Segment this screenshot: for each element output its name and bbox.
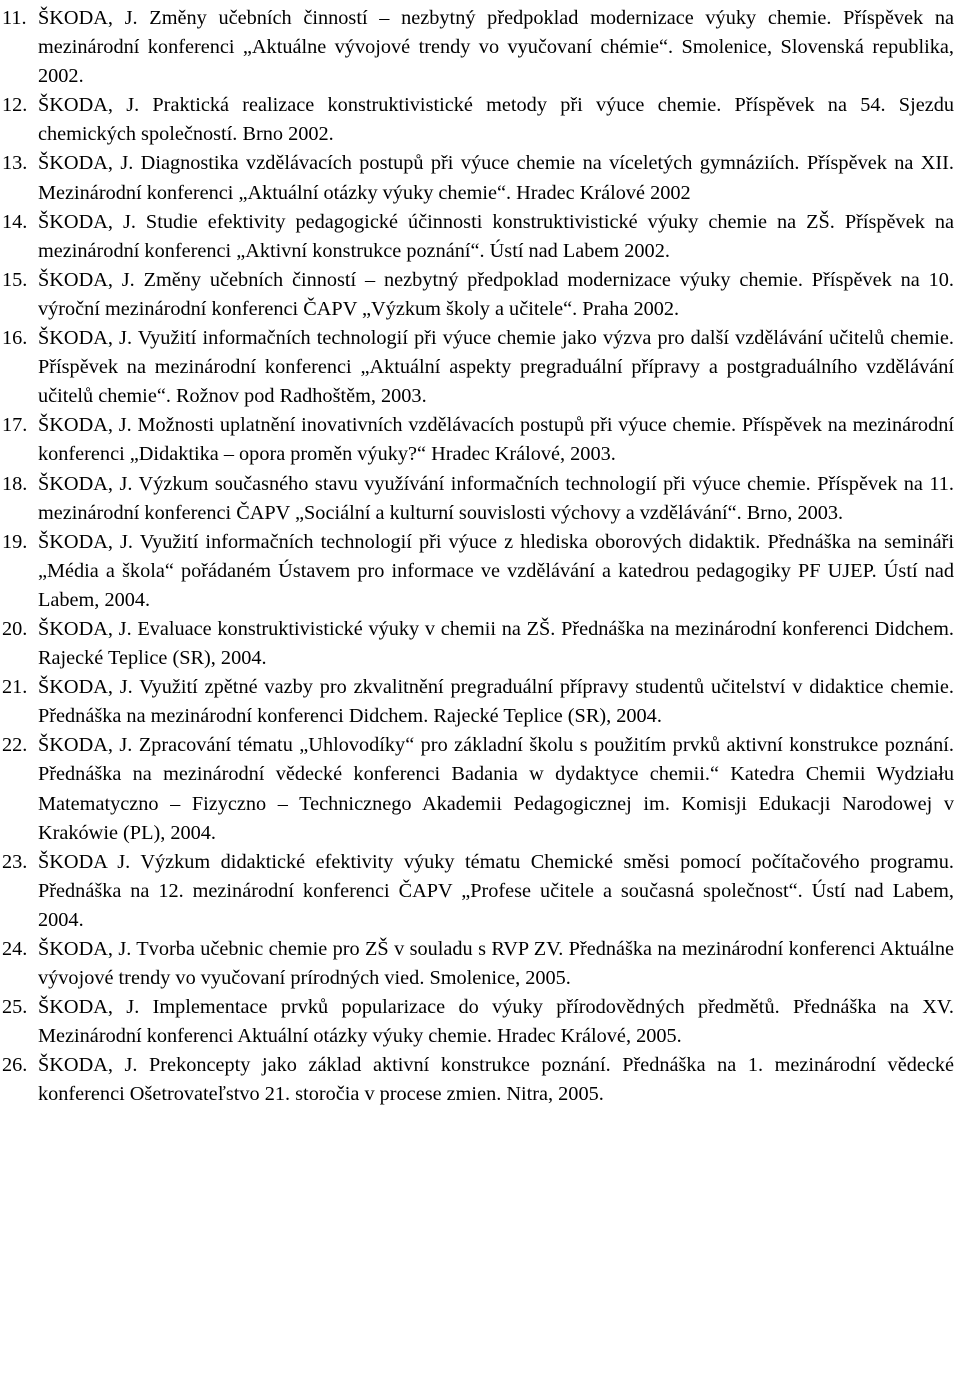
- reference-number: 17.: [2, 414, 28, 437]
- reference-item-16: [0, 324, 954, 411]
- reference-item-17: [0, 411, 954, 469]
- reference-text: ŠKODA, J. Využití informačních technologií při výuce chemie jako výzva pro další vzdělávání učitelů chemie. Příspěvek na mezinárodní konferenci „Aktuální aspekty pregraduální přípravy a postgraduálního vzdělávání učitelů chemie“. Rožnov pod Radhoštěm, 2003.: [38, 327, 954, 408]
- reference-text: ŠKODA, J. Praktická realizace konstruktivistické metody při výuce chemie. Příspěvek na 54. Sjezdu chemických společností. Brno 2002.: [38, 94, 954, 146]
- reference-number: 25.: [2, 996, 28, 1019]
- reference-number: 23.: [2, 850, 28, 873]
- reference-text: ŠKODA, J. Prekoncepty jako základ aktivní konstrukce poznání. Přednáška na 1. mezinárodní vědecké konferenci Ošetrovateľstvo 21. storočia v procese zmien. Nitra, 2005.: [38, 1054, 954, 1106]
- reference-text: ŠKODA, J. Možnosti uplatnění inovativních vzdělávacích postupů při výuce chemie. Příspěvek na mezinárodní konferenci „Didaktika – opora proměn výuky?“ Hradec Králové, 2003.: [38, 414, 954, 466]
- reference-text: ŠKODA, J. Změny učebních činností – nezbytný předpoklad modernizace výuky chemie. Příspěvek na mezinárodní konferenci „Aktuálne vývojové trendy vo vyučovaní chémie“. Smolenice, Slovenská republika, 2002.: [38, 7, 954, 88]
- reference-number: 16.: [2, 327, 28, 350]
- reference-text: ŠKODA, J. Využití zpětné vazby pro zkvalitnění pregraduální přípravy studentů učitelství v didaktice chemie. Přednáška na mezinárodní konferenci Didchem. Rajecké Teplice (SR), 2004.: [38, 676, 954, 728]
- reference-number: 12.: [2, 94, 28, 117]
- reference-item-25: [0, 993, 954, 1051]
- reference-text: ŠKODA, J. Studie efektivity pedagogické účinnosti konstruktivistické výuky chemie na ZŠ. Příspěvek na mezinárodní konferenci „Aktivní konstrukce poznání“. Ústí nad Labem 2002.: [38, 210, 954, 262]
- reference-item-20: [0, 615, 954, 673]
- reference-number: 19.: [2, 530, 28, 553]
- reference-number: 11.: [2, 7, 27, 29]
- reference-number: 15.: [2, 268, 28, 291]
- reference-number: 22.: [2, 734, 28, 757]
- reference-text: ŠKODA, J. Implementace prvků popularizace do výuky přírodovědných předmětů. Přednáška na XV. Mezinárodní konferenci Aktuální otázky výuky chemie. Hradec Králové, 2005.: [38, 996, 954, 1048]
- reference-item-13: [0, 149, 954, 207]
- reference-item-26: [0, 1051, 954, 1109]
- reference-item-21: [0, 673, 954, 731]
- reference-item-12: [0, 91, 954, 149]
- reference-item-23: [0, 848, 954, 935]
- reference-number: 14.: [2, 210, 28, 233]
- reference-list: [0, 4, 954, 1110]
- reference-number: 20.: [2, 617, 28, 640]
- reference-item-11: [0, 4, 954, 91]
- reference-number: 26.: [2, 1054, 28, 1077]
- reference-item-18: [0, 470, 954, 528]
- reference-text: ŠKODA, J. Změny učebních činností – nezbytný předpoklad modernizace výuky chemie. Příspěvek na 10. výroční mezinárodní konferenci ČAPV „Výzkum školy a učitele“. Praha 2002.: [38, 268, 954, 320]
- reference-item-24: [0, 935, 954, 993]
- reference-item-19: [0, 528, 954, 615]
- reference-text: ŠKODA, J. Výzkum současného stavu využívání informačních technologií při výuce chemie. Příspěvek na 11. mezinárodní konferenci ČAPV „Sociální a kulturní souvislosti výchovy a vzdělávání“. Brno, 2003.: [38, 472, 954, 524]
- reference-text: ŠKODA, J. Diagnostika vzdělávacích postupů při výuce chemie na víceletých gymnáziích. Příspěvek na XII. Mezinárodní konferenci „Aktuální otázky výuky chemie“. Hradec Králové 2002: [38, 152, 954, 204]
- reference-item-14: [0, 208, 954, 266]
- reference-text: ŠKODA, J. Využití informačních technologií při výuce z hlediska oborových didaktik. Přednáška na semináři „Média a škola“ pořádaném Ústavem pro informace ve vzdělávání a katedrou pedagogiky PF UJEP. Ústí nad Labem, 2004.: [38, 530, 954, 611]
- reference-item-15: [0, 266, 954, 324]
- reference-number: 18.: [2, 472, 28, 495]
- reference-number: 21.: [2, 676, 28, 699]
- reference-text: ŠKODA, J. Zpracování tématu „Uhlovodíky“ pro základní školu s použitím prvků aktivní konstrukce poznání. Přednáška na mezinárodní vědecké konferenci Badania w dydaktyce chemii.“ Katedra Chemii Wydziału Matematyczno – Fizyczno – Technicznego Akademii Pedagogicznej im. Komisji Edukacji Narodowej v Krakówie (PL), 2004.: [38, 734, 954, 844]
- reference-text: ŠKODA, J. Evaluace konstruktivistické výuky v chemii na ZŠ. Přednáška na mezinárodní konferenci Didchem. Rajecké Teplice (SR), 2004.: [38, 617, 954, 670]
- reference-item-22: [0, 731, 954, 847]
- reference-number: 24.: [2, 938, 28, 960]
- reference-text: ŠKODA J. Výzkum didaktické efektivity výuky tématu Chemické směsi pomocí počítačového programu. Přednáška na 12. mezinárodní konferenci ČAPV „Profese učitele a současná společnost“. Ústí nad Labem, 2004.: [38, 850, 954, 931]
- reference-number: 13.: [2, 152, 28, 175]
- reference-text: ŠKODA, J. Tvorba učebnic chemie pro ZŠ v souladu s RVP ZV. Přednáška na mezinárodní konferenci Aktuálne vývojové trendy vo vyučovaní prírodných vied. Smolenice, 2005.: [38, 938, 954, 990]
